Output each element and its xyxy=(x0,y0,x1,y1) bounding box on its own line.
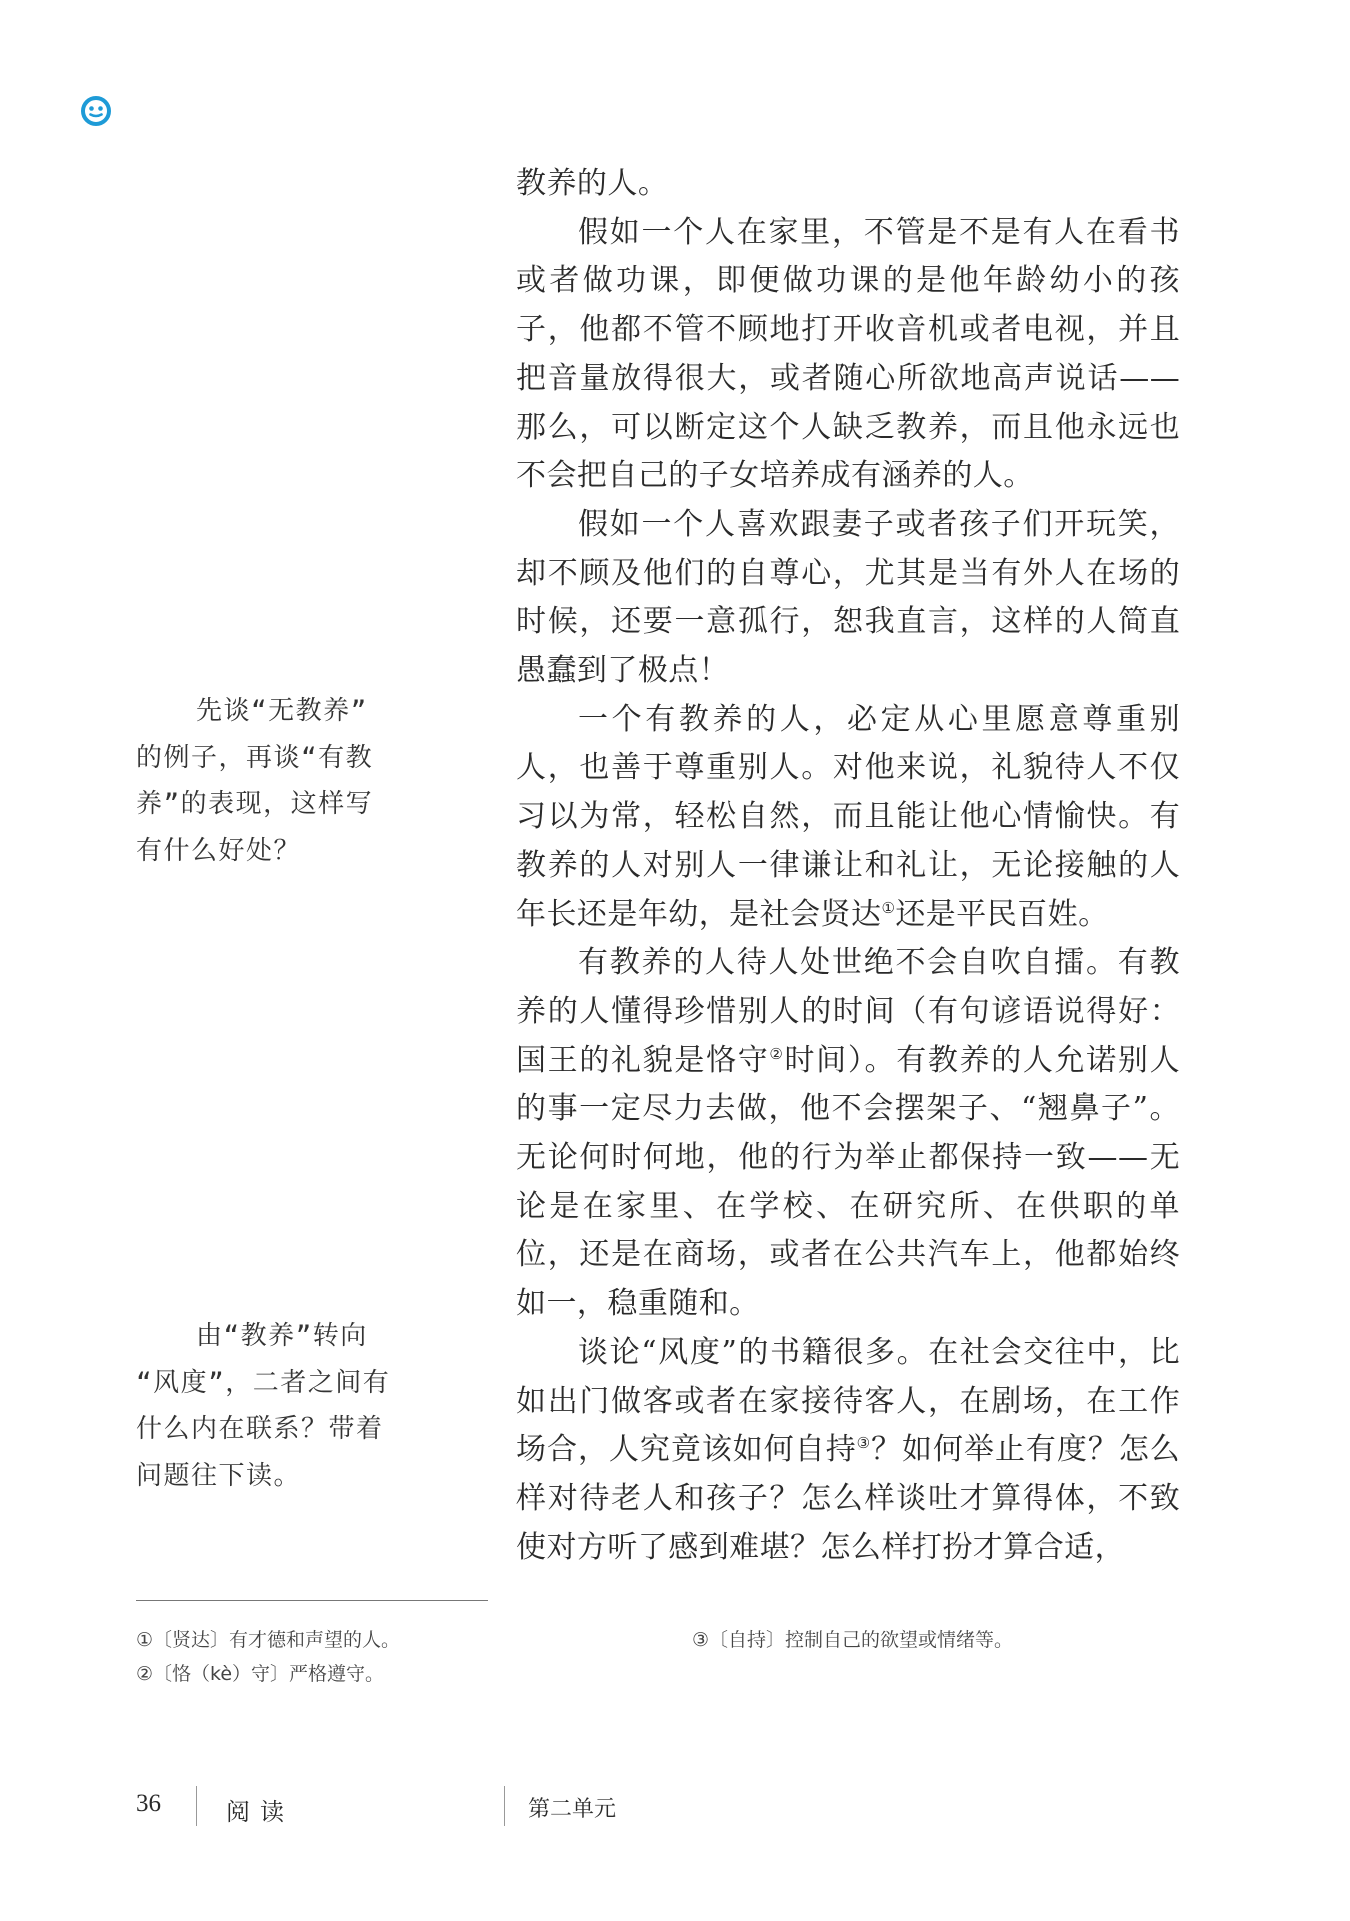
section-label: 阅读 xyxy=(226,1798,294,1826)
side-note-line: 的例子，再谈“有教 xyxy=(136,742,374,773)
side-note-line: 先谈“无教养” xyxy=(196,696,368,726)
paragraph: 假如一个人在家里，不管是不是有人在看书或者做功课，即便做功课的是他年龄幼小的孩子，他都不管不顾地打开收音机或者电视，并且把音量放得很大，或者随心所欲地高声说话——那么，可以断定这个人缺乏教养，而且他永远也不会把自己的子女培养成有涵养的人。 xyxy=(516,214,1181,494)
side-note xyxy=(136,688,436,874)
smiley-face-icon xyxy=(80,95,112,127)
footer-divider xyxy=(196,1786,197,1826)
footnote-marker: ② xyxy=(769,1044,785,1063)
footnote-divider xyxy=(136,1600,488,1601)
paragraph: 一个有教养的人，必定从心里愿意尊重别人，也善于尊重别人。对他来说，礼貌待人不仅习以为常，轻松自然，而且能让他心情愉快。有教养的人对别人一律谦让和礼让，无论接触的人年长还是年幼，是社会贤达①还是平民百姓。 xyxy=(516,701,1181,932)
main-text xyxy=(516,160,1180,1572)
side-note-line: 什么内在联系？带着 xyxy=(136,1414,384,1444)
paragraph: 谈论“风度”的书籍很多。在社会交往中，比如出门做客或者在家接待客人，在剧场，在工作场合，人究竟该如何自持③？如何举止有度？怎么样对待老人和孩子？怎么样谈吐才算得体，不致使对方听了感到难堪？怎么样打扮才算合适， xyxy=(516,1334,1181,1565)
paragraph: 教养的人。 xyxy=(516,166,669,201)
side-note-line: 问题往下读。 xyxy=(136,1460,302,1491)
footnote: ②〔恪（kè）守〕严格遵守。 xyxy=(136,1663,385,1685)
footnote-marker: ③ xyxy=(856,1434,872,1453)
side-note-line: “风度”，二者之间有 xyxy=(136,1367,391,1398)
side-note xyxy=(136,1313,436,1499)
page-number: 36 xyxy=(136,1790,161,1817)
paragraph: 有教养的人待人处世绝不会自吹自擂。有教养的人懂得珍惜别人的时间（有句谚语说得好：国王的礼貌是恪守②时间）。有教养的人允诺别人的事一定尽力去做，他不会摆架子、“翘鼻子”。无论何时何地，他的行为举止都保持一致——无论是在家里、在学校、在研究所、在供职的单位，还是在商场，或者在公共汽车上，他都始终如一，稳重随和。 xyxy=(516,945,1181,1322)
side-note-line: 养”的表现，这样写 xyxy=(136,789,374,819)
side-note-line: 有什么好处？ xyxy=(136,835,302,866)
unit-label: 第二单元 xyxy=(528,1797,617,1822)
footer-divider xyxy=(504,1786,505,1826)
footnote-marker: ① xyxy=(881,898,896,917)
paragraph: 假如一个人喜欢跟妻子或者孩子们开玩笑，却不顾及他们的自尊心，尤其是当有外人在场的时候，还要一意孤行，恕我直言，这样的人简直愚蠢到了极点！ xyxy=(516,506,1181,689)
footnote: ③〔自持〕控制自己的欲望或情绪等。 xyxy=(692,1629,1014,1651)
side-note-line: 由“教养”转向 xyxy=(196,1321,368,1351)
footnote: ①〔贤达〕有才德和声望的人。 xyxy=(136,1629,401,1651)
